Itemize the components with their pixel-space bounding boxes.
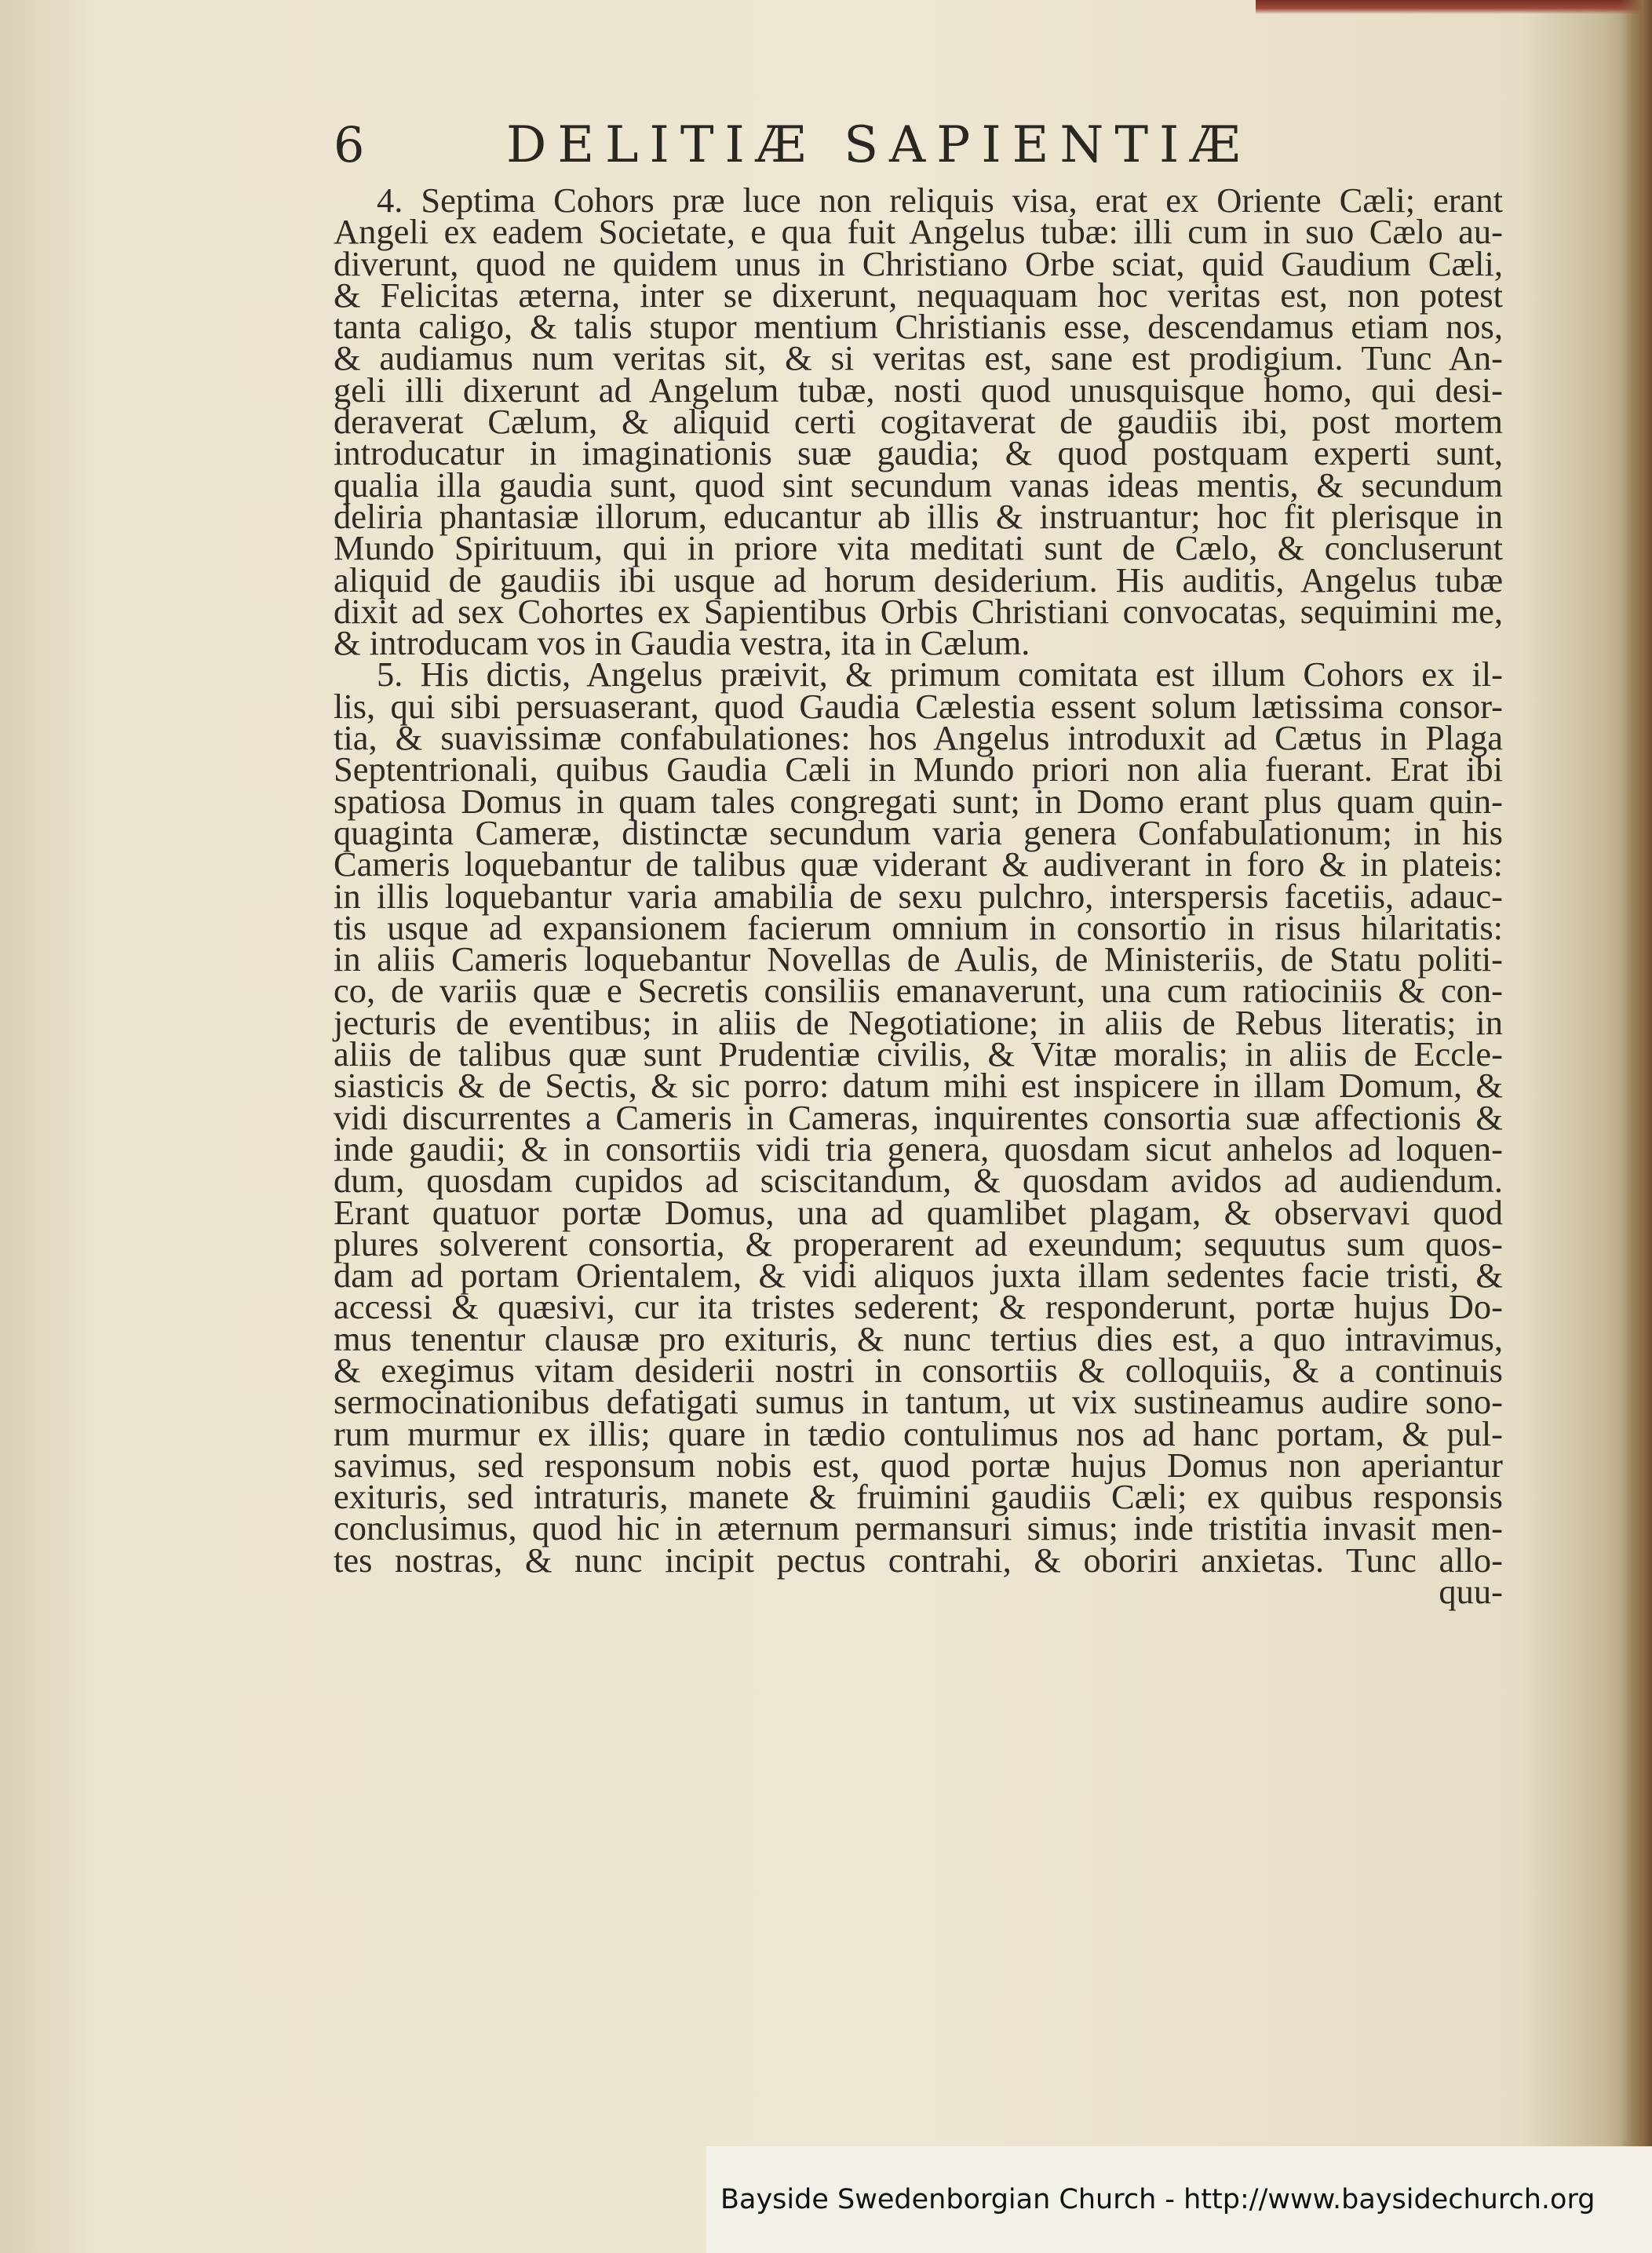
text-line: exituris, sed intraturis, manete & fruimini gaudiis Cæli; ex quibus responsis	[334, 1477, 1503, 1517]
text-line: dam ad portam Orientalem, & vidi aliquos juxta illam sedentes facie tristi, &	[334, 1256, 1503, 1296]
text-line: mus tenentur clausæ pro exituris, & nunc tertius dies est, a quo intravimus,	[334, 1318, 1503, 1358]
text-line: Erant quatuor portæ Domus, una ad quamlibet plagam, & observavi quod	[334, 1192, 1503, 1232]
text-line: in illis loquebantur varia amabilia de sexu pulchro, interspersis facetiis, adauc-	[334, 876, 1503, 916]
page-gutter-shadow	[1621, 0, 1652, 2253]
page-header	[334, 110, 1511, 180]
text-line: & audiamus num veritas sit, & si veritas est, sane est prodigium. Tunc An-	[334, 338, 1503, 378]
text-line: plures solverent consortia, & properarent ad exeundum; sequutus sum quos-	[334, 1223, 1503, 1263]
text-line: deliria phantasiæ illorum, educantur ab illis & instruantur; hoc fit plerisque in	[334, 496, 1503, 536]
text-line: savimus, sed responsum nobis est, quod portæ hujus Domus non aperiantur	[334, 1445, 1503, 1485]
text-line: conclusimus, quod hic in æternum permansuri simus; inde tristitia invasit men-	[334, 1508, 1503, 1548]
text-line: tia, & suavissimæ confabulationes: hos Angelus introduxit ad Cætus in Plaga	[334, 718, 1503, 758]
text-line: accessi & quæsivi, cur ita tristes sederent; & responderunt, portæ hujus Do-	[334, 1287, 1503, 1327]
text-line: diverunt, quod ne quidem unus in Christiano Orbe sciat, quid Gaudium Cæli,	[334, 243, 1503, 283]
text-line: Cameris loquebantur de talibus quæ viderant & audiverant in foro & in plateis:	[334, 844, 1503, 884]
text-line: aliquid de gaudiis ibi usque ad horum desiderium. His auditis, Angelus tubæ	[334, 560, 1503, 600]
text-line: geli illi dixerunt ad Angelum tubæ, nosti quod unusquisque homo, qui desi-	[334, 370, 1503, 410]
text-line: introducatur in imaginationis suæ gaudia; & quod postquam experti sunt,	[334, 433, 1503, 473]
text-line: vidi discurrentes a Cameris in Cameras, inquirentes consortia suæ affectionis &	[334, 1097, 1503, 1137]
text-line: 5. His dictis, Angelus præivit, & primum comitata est illum Cohors ex il-	[377, 654, 1503, 694]
text-line: rum murmur ex illis; quare in tædio contulimus nos ad hanc portam, & pul-	[334, 1413, 1503, 1453]
text-line: sermocinationibus defatigati sumus in tantum, ut vix sustineamus audire sono-	[334, 1382, 1503, 1422]
watermark-text: Bayside Swedenborgian Church - http://www.baysidechurch.org	[720, 2184, 1595, 2215]
text-line: tanta caligo, & talis stupor mentium Christianis esse, descendamus etiam nos,	[334, 307, 1503, 347]
text-line: Mundo Spirituum, qui in priore vita meditati sunt de Cælo, & concluserunt	[334, 528, 1503, 568]
text-line: Septentrionali, quibus Gaudia Cæli in Mundo priori non alia fuerant. Erat ibi	[334, 749, 1503, 789]
text-line: lis, qui sibi persuaserant, quod Gaudia Cælestia essent solum lætissima consor-	[334, 686, 1503, 726]
text-line: & Felicitas æterna, inter se dixerunt, nequaquam hoc veritas est, non potest	[334, 275, 1503, 315]
running-title: DELITIÆ SAPIENTIÆ	[506, 116, 1252, 174]
text-line: dixit ad sex Cohortes ex Sapientibus Orbis Christiani convocatas, sequimini me,	[334, 591, 1503, 631]
text-line: 4. Septima Cohors præ luce non reliquis visa, erat ex Oriente Cæli; erant	[377, 180, 1503, 220]
binding-edge-top	[1256, 0, 1652, 14]
text-line: tis usque ad expansionem facierum omnium in consortio in risus hilaritatis:	[334, 907, 1503, 947]
text-line: qualia illa gaudia sunt, quod sint secundum vanas ideas mentis, & secundum	[334, 465, 1503, 505]
text-line: & introducam vos in Gaudia vestra, ita in Cælum.	[334, 623, 1030, 663]
text-line: jecturis de eventibus; in aliis de Negotiatione; in aliis de Rebus literatis; in	[334, 1002, 1503, 1042]
text-line: tes nostras, & nunc incipit pectus contrahi, & oboriri anxietas. Tunc allo-	[334, 1540, 1503, 1580]
text-line: siasticis & de Sectis, & sic porro: datum mihi est inspicere in illam Domum, &	[334, 1066, 1503, 1106]
text-line: & exegimus vitam desiderii nostri in consortiis & colloquiis, & a continuis	[334, 1350, 1503, 1390]
page-number: 6	[334, 116, 365, 173]
text-line: deraverat Cælum, & aliquid certi cogitaverat de gaudiis ibi, post mortem	[334, 402, 1503, 442]
catchword: quu-	[1439, 1572, 1503, 1612]
text-line: inde gaudii; & in consortiis vidi tria genera, quosdam sicut anhelos ad loquen-	[334, 1128, 1503, 1168]
text-line: in aliis Cameris loquebantur Novellas de Aulis, de Ministeriis, de Statu politi-	[334, 939, 1503, 979]
text-line: dum, quosdam cupidos ad sciscitandum, & quosdam avidos ad audiendum.	[334, 1161, 1503, 1201]
text-line: spatiosa Domus in quam tales congregati sunt; in Domo erant plus quam quin-	[334, 781, 1503, 821]
text-line: Angeli ex eadem Societate, e qua fuit Angelus tubæ: illi cum in suo Cælo au-	[334, 212, 1503, 252]
body-text	[334, 180, 1503, 1612]
text-line: quaginta Cameræ, distinctæ secundum varia genera Confabulationum; in his	[334, 812, 1503, 852]
catchword-row	[334, 1572, 1503, 1612]
text-line: aliis de talibus quæ sunt Prudentiæ civilis, & Vitæ moralis; in aliis de Eccle-	[334, 1034, 1503, 1074]
text-line: co, de variis quæ e Secretis consiliis emanaverunt, una cum ratiociniis & con-	[334, 971, 1503, 1011]
